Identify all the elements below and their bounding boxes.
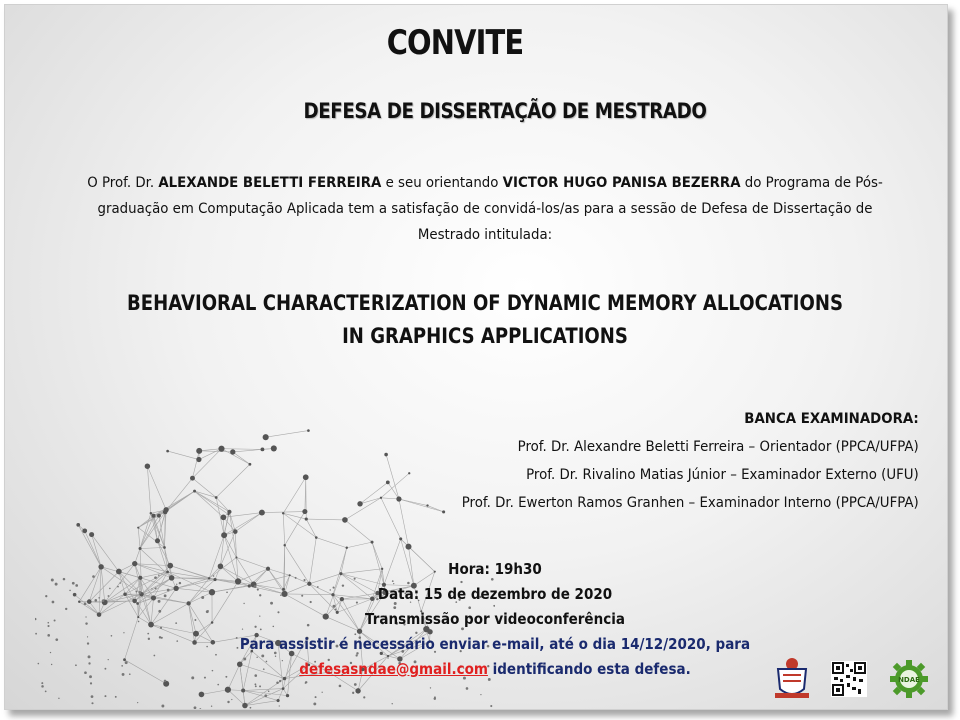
- board-member: Prof. Dr. Rivalino Matias Júnior – Examinador Externo (UFU): [526, 467, 919, 483]
- contact-email-link[interactable]: defesasndae@gmail.com: [299, 660, 488, 678]
- thesis-title: BEHAVIORAL CHARACTERIZATION OF DYNAMIC MEMORY ALLOCATIONS IN GRAPHICS APPLICATIONS: [127, 291, 843, 348]
- board-member: Prof. Dr. Alexandre Beletti Ferreira – Orientador (PPCA/UFPA): [517, 439, 919, 455]
- event-date: Data: 15 de dezembro de 2020: [377, 585, 613, 603]
- instruction-end: identificando esta defesa.: [492, 660, 691, 678]
- invitation-title: CONVITE: [386, 23, 524, 63]
- ndae-gear-logo: [889, 659, 929, 699]
- intro-text-3: do Programa de Pós-graduação em Computação Aplicada tem a satisfação de convidá-los/as para a sessão de Defesa de Dissertação de Mestrado intitulada:: [97, 175, 883, 243]
- attendance-instruction: Para assistir é necessário enviar e-mail, até o dia 14/12/2020, para: [239, 635, 751, 653]
- event-subtitle: DEFESA DE DISSERTAÇÃO DE MESTRADO: [303, 99, 707, 123]
- intro-paragraph: [80, 170, 890, 248]
- event-info: [225, 557, 765, 682]
- examining-board: [462, 405, 919, 517]
- event-time: Hora: 19h30: [448, 560, 542, 578]
- board-heading: BANCA EXAMINADORA:: [744, 411, 919, 427]
- student-name: VICTOR HUGO PANISA BEZERRA: [502, 175, 741, 191]
- ndae-logo-text: NDAE: [898, 676, 920, 684]
- invitation-card: [4, 4, 948, 710]
- advisor-name: ALEXANDE BELETTI FERREIRA: [158, 175, 382, 191]
- intro-text-1: O Prof. Dr.: [87, 175, 155, 191]
- qr-code-icon: [831, 661, 867, 697]
- ufpa-crest-logo: [771, 655, 813, 701]
- board-member: Prof. Dr. Ewerton Ramos Granhen – Examinador Interno (PPCA/UFPA): [461, 495, 919, 511]
- intro-text-2: e seu orientando: [385, 175, 499, 191]
- event-transmission: Transmissão por videoconferência: [365, 610, 625, 628]
